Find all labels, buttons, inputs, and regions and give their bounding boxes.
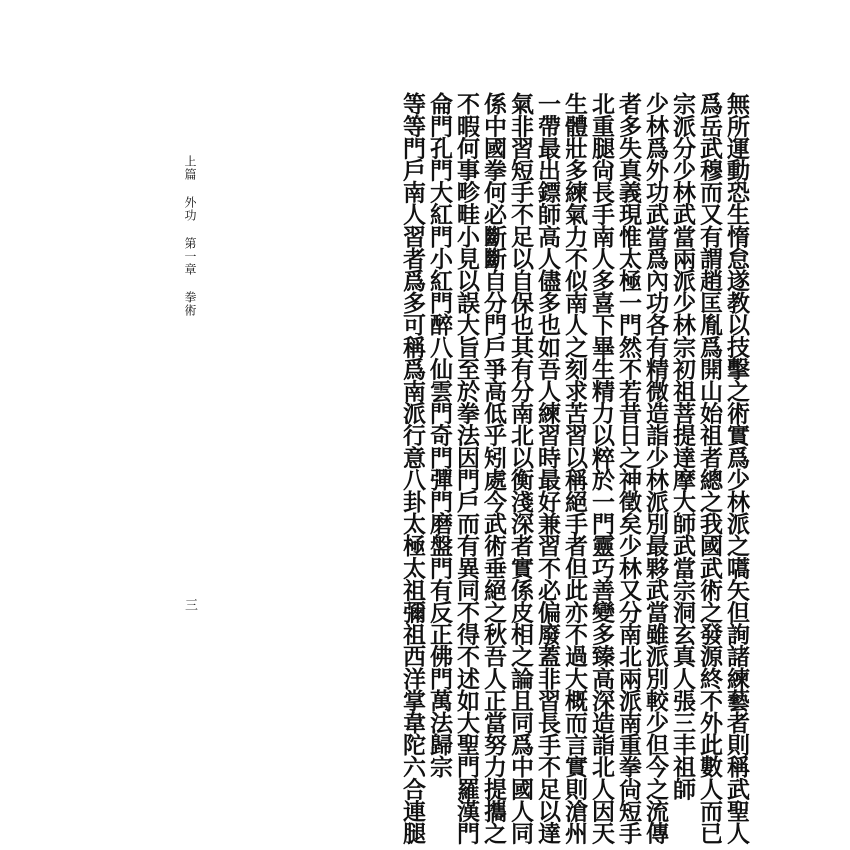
text-column: 生體壯多練氣力不似南人之刻求苦習以稱絕手者但此亦不過大概而言實則滄州 [561,92,588,844]
text-column: 無所運動恐生惰怠遂教以技擊之術實爲少林派之嚆矢但詢諸練藝者則稱武聖人 [723,92,750,844]
text-column: 等等門戶南人習者爲多可稱爲南派行意八卦太極太祖彌祖西洋掌韋陀六合連腿 [399,92,426,844]
text-column: 北重腿尙長手南人多喜下畢生精力以粹於一門靈巧善變多臻高深造詣北人因天 [588,92,615,844]
page-number: 三 [182,598,197,611]
body-text [399,92,750,844]
text-column: 係中國拳何必斷斷自分門戶爭高低乎矧處今武術垂絕之秋吾人正當努力提攜之 [480,92,507,844]
text-column: 宗派分少林武當兩派少林宗初祖菩提達摩大師武當宗洞玄真人張三丰祖師 [669,92,696,800]
text-column: 者多失真義現惟太極一門然不若昔日之神徵矣少林又分南北兩派南重拳尙短手 [615,92,642,844]
text-column: 不暇何事畛畦小見以誤大旨至於拳法因門戶而有異同不得不述如大聖門羅漢門 [453,92,480,844]
text-column: 爲岳武穆而又有謂趙匡胤爲開山始祖者總之我國武術之發源終不外此數人而已 [696,92,723,844]
text-column: 氣非習短手不足以自保也其有分南北以衡淺深者實係皮相之論且同爲中國人同 [507,92,534,844]
text-column: 一帶最出鏢師高人儘多也如吾人練習時最好兼習不必偏廢蓋非習長手不足以達 [534,92,561,844]
text-column: 侖門孔門大紅門小紅門醉八仙雲門奇門彈門磨盤門有反正佛門萬法歸宗 [426,92,453,778]
text-column: 少林爲外功武當爲內功各有精微造詣少林派別最夥武當雖派別較少但今之流傳 [642,92,669,844]
running-head: 上篇 外功 第一章 拳術 [183,155,197,317]
